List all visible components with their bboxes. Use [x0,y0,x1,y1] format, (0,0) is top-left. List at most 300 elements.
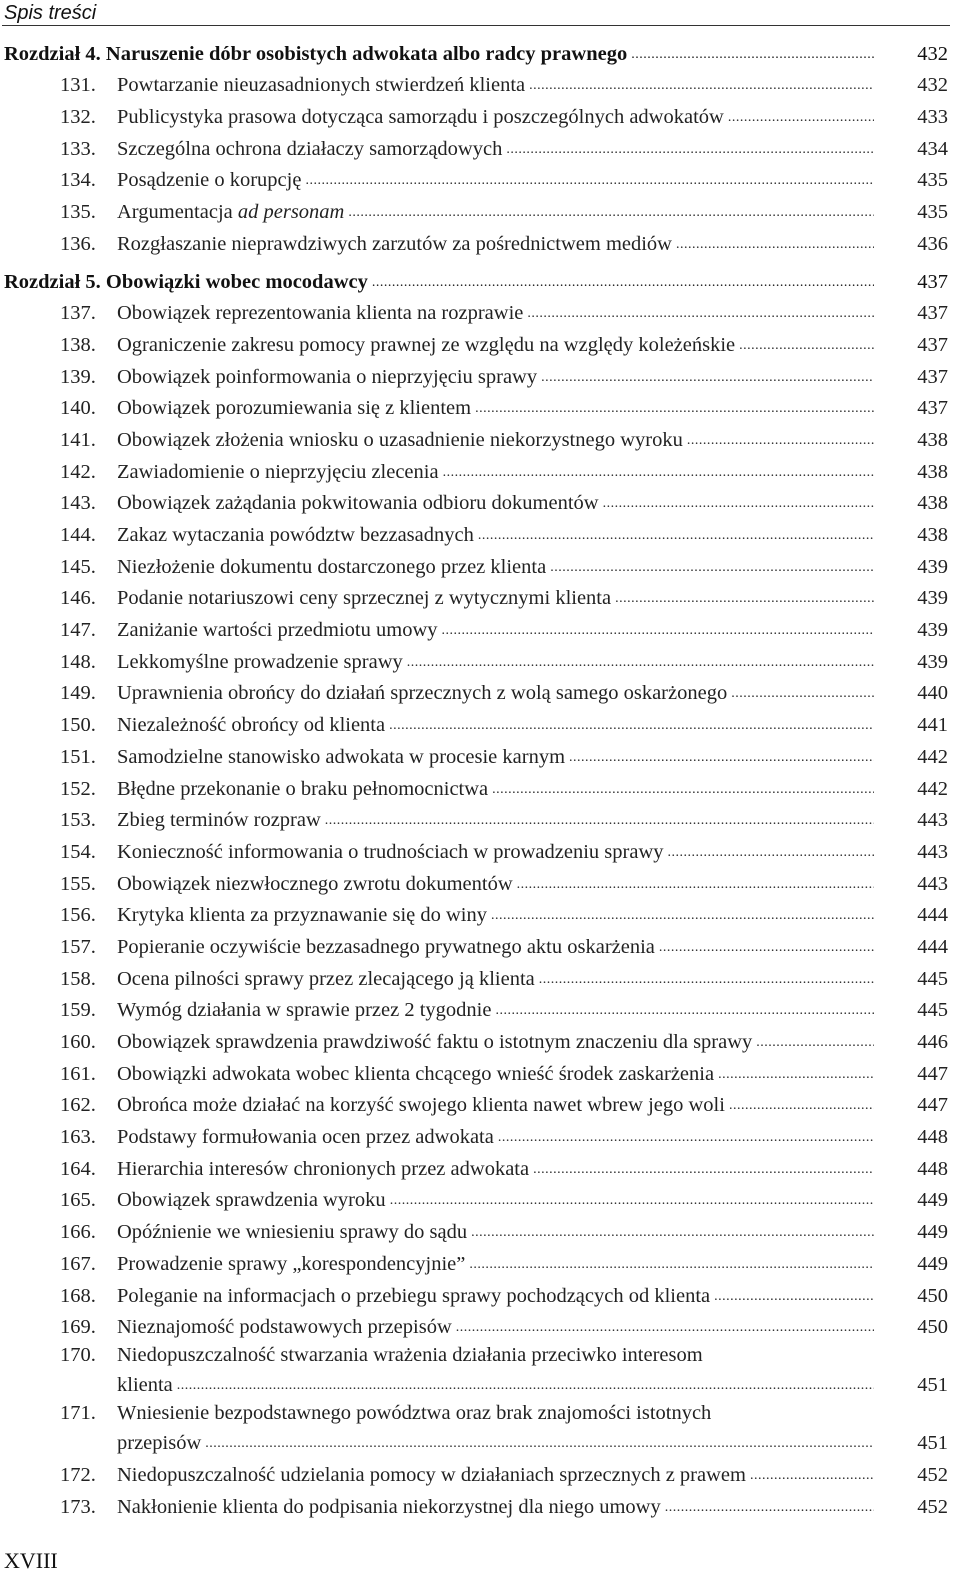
entry-title-text: Nakłonienie klienta do podpisania niekorzystnej dla niego umowy [117,1495,661,1518]
chapter-heading [0,38,960,70]
toc-entry [0,805,960,837]
entry-number: 162. [60,1094,96,1117]
toc-entry [0,1491,960,1523]
entry-page-number: 447 [917,1062,948,1085]
entry-title [117,333,735,357]
entry-page-number: 443 [917,840,948,863]
toc-entry [0,646,960,678]
entry-title-text: Zawiadomienie o nieprzyjęciu zlecenia [117,460,439,483]
entry-title [117,428,683,452]
entry-number: 142. [60,460,96,483]
entry-title [117,73,525,97]
dot-leader [659,941,874,959]
entry-title-text: Posądzenie o korupcję [117,169,302,192]
entry-page-number: 449 [917,1252,948,1275]
toc-entry [0,1248,960,1280]
entry-title-text: Publicystyka prasowa dotycząca samorządu i poszczególnych adwokatów [117,106,724,129]
entry-title-text: Obowiązki adwokata wobec klienta chcącego wnieść środek zaskarżenia [117,1062,715,1085]
entry-number: 165. [60,1189,96,1212]
entry-number: 146. [60,587,96,610]
entry-number: 166. [60,1221,96,1244]
toc-entry [0,1216,960,1248]
entry-title-wrap [117,1373,874,1397]
entry-page-number: 443 [917,809,948,832]
toc-entry [0,1280,960,1312]
dot-leader [390,1194,874,1212]
entry-number: 137. [60,302,96,325]
entry-number: 168. [60,1284,96,1307]
entry-page-number: 437 [917,302,948,325]
entry-title-text: Niezłożenie dokumentu dostarczonego przez klienta [117,555,547,578]
chapter-heading [0,266,960,298]
toc-entry [0,583,960,615]
toc-entry [0,456,960,488]
entry-title-text: przepisów [117,1432,202,1455]
toc-entry [0,393,960,425]
entry-title [117,396,471,420]
entry-page-number: 439 [917,619,948,642]
toc-entry [0,868,960,900]
entry-title [117,840,664,864]
entry-number: 140. [60,397,96,420]
dot-leader [177,1379,874,1397]
entry-title [117,808,321,832]
entry-page-number: 437 [917,333,948,356]
dot-leader [491,909,874,927]
entry-title [117,618,438,642]
entry-title-text: Podanie notariuszowi ceny sprzecznej z wytycznymi klienta [117,587,612,610]
entry-title-text: Samodzielne stanowisko adwokata w procesie karnym [117,745,566,768]
entry-title-wrap [117,681,874,705]
entry-page-number: 443 [917,872,948,895]
chapter-page-number: 437 [917,270,948,293]
entry-page-number: 434 [917,137,948,160]
toc-entry [0,1090,960,1122]
entry-title [117,777,488,801]
entry-title-wrap [117,555,874,579]
entry-title-text: Błędne przekonanie o braku pełnomocnictwa [117,777,489,800]
entry-title-text: Zbieg terminów rozpraw [117,809,321,832]
entry-number: 133. [60,137,96,160]
toc-entry [0,614,960,646]
dot-leader [527,307,874,325]
entry-number: 139. [60,365,96,388]
entry-title-text: Ocena pilności sprawy przez zlecającego ją klienta [117,967,535,990]
entry-page-number: 444 [917,935,948,958]
entry-title-text: Hierarchia interesów chronionych przez adwokata [117,1157,530,1180]
entry-number: 169. [60,1316,96,1339]
entry-title-wrap [117,777,874,801]
entry-title [117,168,301,192]
dot-leader [498,1131,874,1149]
toc-entry [0,101,960,133]
toc-entry [0,931,960,963]
entry-title-wrap [117,935,874,959]
toc-entry [0,1058,960,1090]
entry-title-text: Obowiązek sprawdzenia prawdziwość faktu o istotnym znaczeniu dla sprawy [117,1031,753,1053]
entry-title-wrap [117,1093,874,1117]
dot-leader [456,1321,874,1339]
entry-title-wrap [117,73,874,97]
entry-title [117,903,487,927]
entry-title [117,713,385,737]
entry-number: 136. [60,232,96,255]
toc-entry [0,1459,960,1491]
entry-title-text: Niedopuszczalność udzielania pomocy w działaniach sprzecznych z prawem [117,1463,746,1486]
entry-title-text: Obowiązek sprawdzenia wyroku [117,1189,386,1212]
chapter-title-wrap [4,42,874,66]
entry-title-text: Powtarzanie nieuzasadnionych stwierdzeń klienta [117,74,526,97]
entry-title [117,1431,201,1455]
entry-page-number: 444 [917,904,948,927]
toc-entry [0,424,960,456]
entry-title-text: Obrońca może działać na korzyść swojego klienta nawet wbrew jego woli [117,1094,725,1117]
entry-title [117,1062,714,1086]
dot-leader [750,1469,874,1487]
entry-title [117,650,403,674]
entry-title-text: Niezależność obrońcy od klienta [117,714,386,737]
entry-title-wrap [117,745,874,769]
entry-title-wrap [117,1252,874,1276]
entry-title-wrap [117,1157,874,1181]
entry-title-wrap [117,872,874,896]
entry-title-text: Rozgłaszanie nieprawdziwych zarzutów za pośrednictwem mediów [117,232,672,255]
entry-title [117,681,727,705]
chapter-title: Rozdział 5. Obowiązki wobec mocodawcy [4,270,368,293]
toc-entry [0,995,960,1027]
entry-title [117,967,535,991]
entry-title-text: Prowadzenie sprawy „korespondencyjnie” [117,1252,466,1275]
entry-title-text: Krytyka klienta za przyznawanie się do winy [117,904,488,927]
page-number: XVIII [4,1548,58,1573]
entry-page-number: 438 [917,460,948,483]
entry-title-wrap [117,1188,874,1212]
dot-leader [631,48,874,66]
toc-entry [0,678,960,710]
entry-page-number: 446 [917,1031,948,1053]
entry-number: 149. [60,682,96,705]
dot-leader [539,973,874,991]
entry-title-wrap [117,460,874,484]
entry-title-wrap [117,713,874,737]
entry-title [117,1463,746,1487]
entry-title [117,555,546,579]
toc-entry [0,1026,960,1058]
entry-title [117,586,611,610]
toc-entry [0,228,960,260]
entry-title [117,1252,465,1276]
entry-page-number: 437 [917,397,948,420]
entry-title-wrap [117,808,874,832]
entry-number: 150. [60,714,96,737]
entry-title-line1: Wniesienie bezpodstawnego powództwa oraz brak znajomości istotnych [117,1402,712,1425]
entry-page-number: 447 [917,1094,948,1117]
entry-page-number: 452 [917,1495,948,1518]
dot-leader [729,1099,874,1117]
dot-leader [603,497,874,515]
entry-page-number: 445 [917,999,948,1022]
toc-entry [0,1312,960,1344]
entry-page-number: 435 [917,201,948,224]
entry-page-number: 448 [917,1126,948,1149]
entry-title-text: Poleganie na informacjach o przebiegu sprawy pochodzących od klienta [117,1284,711,1307]
dot-leader [495,1004,874,1022]
entry-title [117,491,599,515]
entry-title-wrap [117,365,874,389]
entry-title-line1: Niedopuszczalność stwarzania wrażenia działania przeciwko interesom [117,1344,703,1367]
entry-title-wrap [117,586,874,610]
entry-title-wrap [117,396,874,420]
entry-title-wrap [117,428,874,452]
entry-title-wrap [117,105,874,129]
toc-entry [0,1401,960,1459]
entry-title-text: Opóźnienie we wniesieniu sprawy do sądu [117,1221,468,1244]
dot-leader [517,878,874,896]
chapter-page-number: 432 [917,42,948,65]
entry-title [117,301,523,325]
entry-title-wrap [117,1284,874,1308]
entry-page-number: 450 [917,1284,948,1307]
entry-title-text: Zaniżanie wartości przedmiotu umowy [117,619,438,642]
entry-title-wrap [117,1062,874,1086]
entry-title-text: Obowiązek złożenia wniosku o uzasadnienie niekorzystnego wyroku [117,428,683,451]
dot-leader [529,79,874,97]
entry-title-wrap [117,1220,874,1244]
entry-title [117,365,537,389]
dot-leader [687,434,874,452]
entry-title-wrap [117,1030,874,1054]
entry-title-wrap [117,1495,874,1519]
entry-number: 147. [60,619,96,642]
entry-number: 135. [60,201,96,224]
entry-title [117,1495,661,1519]
dot-leader [469,1258,874,1276]
entry-title-italic: ad personam [237,201,345,224]
entry-title-wrap [117,840,874,864]
entry-title [117,200,344,224]
entry-page-number: 433 [917,106,948,129]
entry-page-number: 449 [917,1221,948,1244]
entry-number: 171. [60,1402,96,1425]
entry-page-number: 451 [917,1432,948,1455]
dot-leader [325,814,874,832]
toc-entry [0,519,960,551]
dot-leader [728,111,874,129]
entry-page-number: 438 [917,428,948,451]
toc-entry [0,836,960,868]
entry-number: 134. [60,169,96,192]
entry-number: 158. [60,967,96,990]
entry-number: 170. [60,1344,96,1367]
running-title: Spis treści [4,2,97,24]
entry-title-wrap [117,1431,874,1455]
dot-leader [665,1501,874,1519]
entry-title [117,1373,173,1397]
dot-leader [533,1163,874,1181]
entry-page-number: 439 [917,555,948,578]
toc-entry [0,196,960,228]
entry-title-text: klienta [117,1374,173,1397]
dot-leader [205,1437,874,1455]
entry-title-text: Wymóg działania w sprawie przez 2 tygodnie [117,999,492,1022]
entry-title [117,935,655,959]
entry-title-wrap [117,650,874,674]
entry-page-number: 438 [917,524,948,546]
dot-leader [550,561,874,579]
entry-title [117,1188,386,1212]
toc-entry [0,488,960,520]
entry-title-wrap [117,168,874,192]
entry-page-number: 440 [917,682,948,705]
dot-leader [739,339,874,357]
entry-number: 163. [60,1126,96,1149]
entry-title [117,137,502,161]
toc-entry [0,963,960,995]
entry-number: 164. [60,1157,96,1180]
entry-title-wrap [117,200,874,224]
entry-title [117,872,513,896]
entry-title [117,745,565,769]
chapter-title: Rozdział 4. Naruszenie dóbr osobistych adwokata albo radcy prawnego [4,42,628,65]
dot-leader [756,1036,874,1054]
dot-leader [442,624,875,642]
toc-entry [0,361,960,393]
entry-number: 148. [60,650,96,673]
toc-entry [0,709,960,741]
toc-entry [0,1185,960,1217]
entry-title-text: Uprawnienia obrońcy do działań sprzecznych z wolą samego oskarżonego [117,682,728,705]
entry-title-text: Obowiązek zażądania pokwitowania odbioru dokumentów [117,492,599,515]
entry-title-text: Szczególna ochrona działaczy samorządowych [117,137,503,160]
toc-entry [0,551,960,583]
entry-title [117,523,474,547]
chapter-title-wrap [4,270,874,294]
entry-title [117,998,491,1022]
entry-page-number: 436 [917,232,948,255]
entry-number: 143. [60,492,96,515]
entry-page-number: 451 [917,1374,948,1397]
entry-title-wrap [117,523,874,547]
toc-entry [0,133,960,165]
dot-leader [471,1226,874,1244]
entry-number: 167. [60,1252,96,1275]
entry-title-text: Nieznajomość podstawowych przepisów [117,1316,452,1339]
entry-title [117,1125,494,1149]
entry-page-number: 439 [917,650,948,673]
entry-number: 145. [60,555,96,578]
dot-leader [569,751,874,769]
entry-title [117,1284,710,1308]
entry-title-wrap [117,491,874,515]
entry-title [117,105,724,129]
entry-title-text: Obowiązek poinformowania o nieprzyjęciu sprawy [117,365,538,388]
entry-title-text: Obowiązek porozumiewania się z klientem [117,397,472,420]
entry-title-wrap [117,998,874,1022]
toc-entry [0,773,960,805]
entry-title [117,460,439,484]
entry-number: 161. [60,1062,96,1085]
entry-page-number: 439 [917,587,948,610]
entry-title-wrap [117,301,874,325]
entry-page-number: 442 [917,745,948,768]
dot-leader [475,402,874,420]
entry-page-number: 450 [917,1316,948,1339]
entry-number: 153. [60,809,96,832]
entry-page-number: 452 [917,1463,948,1486]
entry-title [117,232,672,256]
toc-entry [0,165,960,197]
toc-entry [0,329,960,361]
entry-page-number: 445 [917,967,948,990]
entry-title-wrap [117,333,874,357]
entry-number: 160. [60,1031,96,1053]
dot-leader [718,1068,874,1086]
dot-leader [305,174,874,192]
entry-title-wrap [117,232,874,256]
entry-title-wrap [117,1315,874,1339]
entry-number: 138. [60,333,96,356]
dot-leader [731,687,874,705]
dot-leader [389,719,874,737]
dot-leader [372,276,874,294]
entry-page-number: 449 [917,1189,948,1212]
toc-entry [0,1343,960,1401]
toc-entry [0,298,960,330]
entry-number: 152. [60,777,96,800]
entry-page-number: 442 [917,777,948,800]
entry-title-text: Obowiązek niezwłocznego zwrotu dokumentów [117,872,513,895]
entry-number: 173. [60,1495,96,1518]
entry-title-text: Argumentacja [117,201,233,224]
entry-number: 132. [60,106,96,129]
entry-title-text: Popieranie oczywiście bezzasadnego prywatnego aktu oskarżenia [117,935,655,958]
toc-entry [0,70,960,102]
entry-number: 156. [60,904,96,927]
entry-number: 155. [60,872,96,895]
entry-title-text: Obowiązek reprezentowania klienta na rozprawie [117,302,524,325]
dot-leader [407,656,874,674]
dot-leader [714,1290,874,1308]
entry-page-number: 441 [917,714,948,737]
entry-title [117,1157,529,1181]
entry-number: 157. [60,935,96,958]
entry-title [117,1093,725,1117]
entry-number: 159. [60,999,96,1022]
dot-leader [676,238,874,256]
toc-entry [0,1121,960,1153]
dot-leader [541,371,874,389]
entry-title [117,1030,752,1054]
entry-title-wrap [117,1463,874,1487]
entry-page-number: 432 [917,74,948,97]
dot-leader [668,846,875,864]
dot-leader [478,529,874,547]
entry-title-text: Ograniczenie zakresu pomocy prawnej ze względu na względy koleżeńskie [117,333,736,356]
table-of-contents [0,38,960,1523]
header-rule [2,25,950,26]
entry-title-wrap [117,903,874,927]
entry-number: 151. [60,745,96,768]
toc-entry [0,741,960,773]
entry-page-number: 448 [917,1157,948,1180]
entry-title-text: Lekkomyślne prowadzenie sprawy [117,650,403,673]
dot-leader [443,466,874,484]
toc-entry [0,900,960,932]
entry-title-wrap [117,1125,874,1149]
entry-title-text: Podstawy formułowania ocen przez adwokata [117,1126,494,1149]
entry-page-number: 437 [917,365,948,388]
entry-title-wrap [117,137,874,161]
